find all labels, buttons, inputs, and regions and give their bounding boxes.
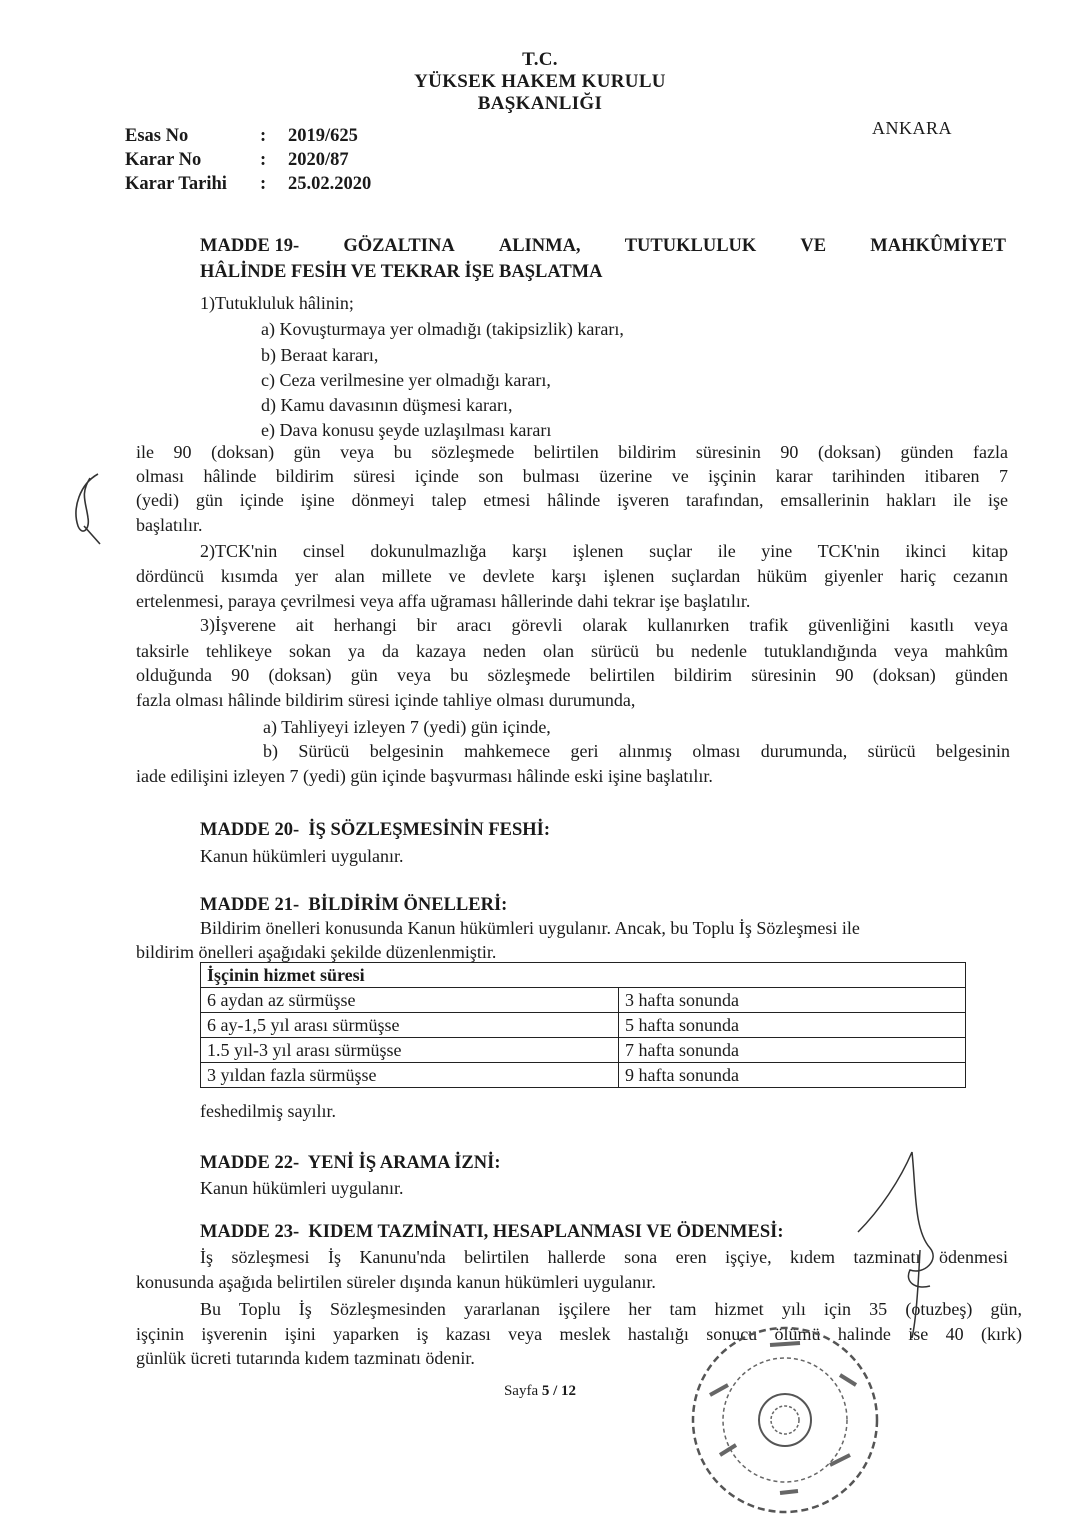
meta-label: Karar Tarihi bbox=[125, 174, 227, 194]
madde19-p3-a: a) Tahliyeyi izleyen 7 (yedi) gün içinde, bbox=[263, 717, 551, 737]
madde20-title: İŞ SÖZLEŞMESİNİN FESHİ: bbox=[308, 820, 551, 840]
table-row bbox=[201, 1013, 966, 1038]
table-header-cell: İşçinin hizmet süresi bbox=[201, 963, 966, 988]
madde19-p3-b: b) Sürücü belgesinin mahkemece geri alınmış olması durumunda, sürücü belgesinin bbox=[263, 741, 1010, 761]
madde19-heading-part: MADDE 19- bbox=[200, 236, 300, 256]
page-number: 5 / 12 bbox=[541, 1383, 577, 1399]
madde19-p3-b-cont: iade edilişini izleyen 7 (yedi) gün içinde başvurması hâlinde eski işine başlatılır. bbox=[136, 766, 713, 786]
madde19-heading-part: VE bbox=[800, 236, 827, 256]
madde20-number: MADDE 20- bbox=[200, 820, 300, 840]
madde22-heading bbox=[200, 1153, 501, 1174]
meta-colon: : bbox=[260, 150, 267, 170]
madde19-p2-last: ertelenmesi, paraya çevrilmesi veya affa uğraması hâllerinde dahi tekrar işe başlatılır. bbox=[136, 591, 751, 611]
madde19-item: d) Kamu davasının düşmesi kararı, bbox=[261, 395, 513, 415]
madde19-heading-part: MAHKÛMİYET bbox=[870, 236, 1006, 256]
meta-value: 2020/87 bbox=[288, 150, 349, 170]
meta-label: Karar No bbox=[125, 150, 202, 170]
madde21-line2: bildirim önelleri aşağıdaki şekilde düzenlenmiştir. bbox=[136, 942, 497, 962]
notice-period-table bbox=[200, 962, 966, 1088]
madde21-line1: Bildirim önelleri konusunda Kanun hükümleri uygulanır. Ancak, bu Toplu İş Sözleşmesi ile bbox=[200, 918, 860, 938]
madde19-item: b) Beraat kararı, bbox=[261, 345, 379, 365]
madde19-p1-intro: 1)Tutukluluk hâlinin; bbox=[200, 293, 354, 313]
madde20-heading bbox=[200, 820, 550, 841]
table-row bbox=[201, 988, 966, 1013]
madde21-after: feshedilmiş sayılır. bbox=[200, 1101, 336, 1121]
madde19-p2-line: 2)TCK'nin cinsel dokunulmazlığa karşı işlenen suçlar ile yine TCK'nin ikinci kitap bbox=[200, 541, 1008, 561]
madde21-title: BİLDİRİM ÖNELLERİ: bbox=[308, 895, 508, 915]
madde21-number: MADDE 21- bbox=[200, 895, 300, 915]
table-cell-notice: 3 hafta sonunda bbox=[619, 988, 966, 1013]
madde19-p1-line: olması hâlinde bildirim süresi içinde son bulması üzerine ve işçinin karar tarihinden itibaren 7 bbox=[136, 466, 1008, 486]
table-cell-period: 3 yıldan fazla sürmüşse bbox=[201, 1063, 619, 1088]
madde19-p3-last: fazla olması hâlinde bildirim süresi içinde tahliye olması durumunda, bbox=[136, 690, 636, 710]
meta-row-karar bbox=[125, 148, 371, 172]
madde19-p3-line: olduğunda 90 (doksan) gün veya bu sözleşmede belirtilen bildirim süresinin 90 (doksan) günden bbox=[136, 665, 1008, 685]
madde23-p2-line1: Bu Toplu İş Sözleşmesinden yararlanan işçilere her tam hizmet yılı için 35 (otuzbeş) gün, bbox=[200, 1299, 1022, 1319]
meta-colon: : bbox=[260, 126, 267, 146]
madde22-number: MADDE 22- bbox=[200, 1153, 300, 1173]
table-cell-period: 1.5 yıl-3 yıl arası sürmüşse bbox=[201, 1038, 619, 1063]
table-cell-period: 6 ay-1,5 yıl arası sürmüşse bbox=[201, 1013, 619, 1038]
table-row bbox=[201, 1063, 966, 1088]
meta-label: Esas No bbox=[125, 126, 189, 146]
table-cell-notice: 5 hafta sonunda bbox=[619, 1013, 966, 1038]
case-meta bbox=[125, 124, 371, 196]
meta-row-tarih bbox=[125, 172, 371, 196]
madde23-number: MADDE 23- bbox=[200, 1222, 300, 1242]
header-department: BAŞKANLIĞI bbox=[477, 93, 603, 114]
header-institution: YÜKSEK HAKEM KURULU bbox=[414, 71, 666, 92]
madde19-heading-part: TUTUKLULUK bbox=[624, 236, 757, 256]
madde19-heading-part: ALINMA, bbox=[498, 236, 581, 256]
table-cell-notice: 7 hafta sonunda bbox=[619, 1038, 966, 1063]
madde19-p1-line: (yedi) gün içinde işine dönmeyi talep etmesi hâlinde işveren tarafından, emsallerinin hakları ile işe bbox=[136, 490, 1008, 510]
madde20-text: Kanun hükümleri uygulanır. bbox=[200, 846, 404, 866]
madde19-heading-line2: HÂLİNDE FESİH VE TEKRAR İŞE BAŞLATMA bbox=[200, 262, 603, 282]
madde19-item: a) Kovuşturmaya yer olmadığı (takipsizlik) kararı, bbox=[261, 319, 624, 339]
madde23-p1-line1: İş sözleşmesi İş Kanunu'nda belirtilen hallerde sona eren işçiye, kıdem tazminatı ödenmesi bbox=[200, 1247, 1008, 1267]
meta-value: 2019/625 bbox=[288, 126, 358, 146]
madde19-p2-line: dördüncü kısımda yer alan millete ve devlete karşı işlenen suçlardan hüküm giyenler hariç cezanın bbox=[136, 566, 1008, 586]
madde19-p3-line: 3)İşverene ait herhangi bir aracı görevli olarak kullanırken trafik güvenliğini kasıtlı veya bbox=[200, 615, 1008, 635]
meta-colon: : bbox=[260, 174, 267, 194]
margin-initial-signature bbox=[60, 470, 110, 550]
madde22-title: YENİ İŞ ARAMA İZNİ: bbox=[307, 1153, 501, 1173]
page-footer bbox=[0, 1383, 1080, 1400]
handwritten-signature bbox=[820, 1140, 960, 1340]
madde23-p2-line2: işçinin işverenin işini yaparken iş kazası veya meslek hastalığı sonucu ölümü halinde ise 40 (kırk) bbox=[136, 1324, 1022, 1344]
madde19-p1-line: ile 90 (doksan) gün veya bu sözleşmede belirtilen bildirim süresinin 90 (doksan) günden fazla bbox=[136, 442, 1008, 462]
madde19-p1-last: başlatılır. bbox=[136, 515, 203, 535]
meta-row-esas bbox=[125, 124, 371, 148]
table-row bbox=[201, 1038, 966, 1063]
madde23-p1-line2: konusunda aşağıda belirtilen süreler dışında kanun hükümleri uygulanır. bbox=[136, 1272, 656, 1292]
header-tc: T.C. bbox=[522, 49, 558, 70]
page-label: Sayfa bbox=[503, 1383, 539, 1399]
madde23-p2-line3: günlük ücreti tutarında kıdem tazminatı ödenir. bbox=[136, 1348, 475, 1368]
table-cell-period: 6 aydan az sürmüşse bbox=[201, 988, 619, 1013]
madde19-heading-part: GÖZALTINA bbox=[343, 236, 455, 256]
official-stamp bbox=[680, 1315, 890, 1525]
madde19-item: c) Ceza verilmesine yer olmadığı kararı, bbox=[261, 370, 551, 390]
madde21-heading bbox=[200, 895, 507, 916]
table-header-row bbox=[201, 963, 966, 988]
madde23-heading bbox=[200, 1222, 784, 1243]
madde19-item: e) Dava konusu şeyde uzlaşılması kararı bbox=[261, 420, 552, 440]
table-cell-notice: 9 hafta sonunda bbox=[619, 1063, 966, 1088]
madde19-p3-line: taksirle tehlikeye sokan ya da kazaya neden olan sürücü bu nedenle tutuklandığında veya mahkûm bbox=[136, 641, 1008, 661]
madde22-text: Kanun hükümleri uygulanır. bbox=[200, 1178, 404, 1198]
madde19-heading bbox=[200, 236, 1006, 257]
madde23-title: KIDEM TAZMİNATI, HESAPLANMASI VE ÖDENMESİ: bbox=[308, 1222, 784, 1242]
header-city: ANKARA bbox=[872, 118, 953, 138]
meta-value: 25.02.2020 bbox=[288, 174, 372, 194]
